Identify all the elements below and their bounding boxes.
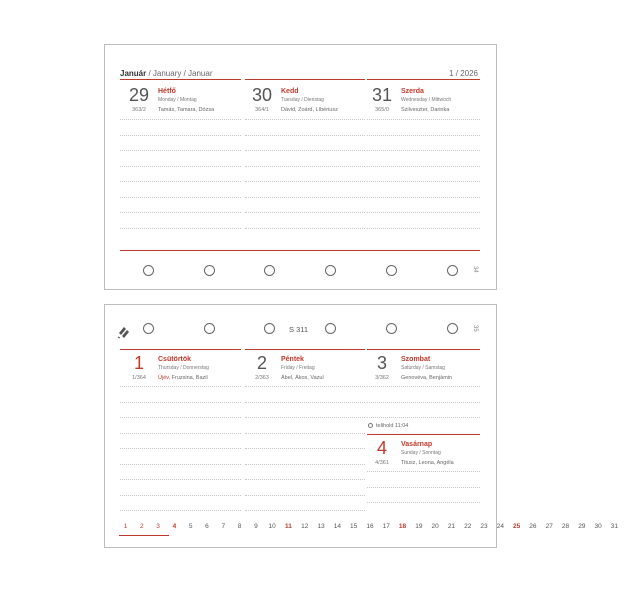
mini-calendar-day: 11 bbox=[285, 523, 292, 530]
name-days: Ábel, Ákos, Vazul bbox=[281, 375, 324, 381]
writing-line bbox=[120, 135, 241, 136]
writing-line bbox=[367, 212, 480, 213]
writing-line bbox=[120, 228, 241, 229]
writing-line bbox=[245, 166, 365, 167]
binder-hole bbox=[204, 265, 215, 276]
day-of-year: 364/1 bbox=[255, 107, 269, 113]
writing-line bbox=[367, 417, 480, 418]
name-days: Dávid, Zoárd, Líbériusz bbox=[281, 107, 338, 113]
day-name: Kedd bbox=[281, 88, 299, 95]
day-of-year: 2/363 bbox=[255, 375, 269, 381]
mini-calendar-day: 21 bbox=[447, 523, 456, 530]
mini-calendar-day: 5 bbox=[188, 523, 193, 530]
writing-line bbox=[120, 150, 241, 151]
writing-line bbox=[245, 448, 365, 449]
writing-line bbox=[245, 464, 365, 465]
day-number: 4 bbox=[376, 438, 387, 458]
name-days: Titusz, Leona, Angéla bbox=[401, 460, 454, 466]
mini-calendar-day: 9 bbox=[254, 523, 258, 530]
writing-line bbox=[367, 150, 480, 151]
mini-calendar-day: 26 bbox=[529, 523, 537, 530]
mini-calendar-day: 10 bbox=[268, 523, 276, 530]
writing-line bbox=[120, 119, 241, 120]
writing-line bbox=[120, 417, 241, 418]
month-name: Január bbox=[120, 69, 147, 78]
day-name: Szerda bbox=[401, 88, 424, 95]
mini-calendar-day: 28 bbox=[561, 523, 570, 530]
writing-line bbox=[245, 212, 365, 213]
writing-line bbox=[245, 433, 365, 434]
writing-line bbox=[120, 479, 241, 480]
mini-calendar-day: 30 bbox=[594, 523, 602, 530]
day-name-translation: Wednesday / Mittwoch bbox=[401, 97, 452, 103]
writing-line bbox=[245, 386, 365, 387]
binder-hole bbox=[325, 323, 336, 334]
name-days: Genovéva, Benjámin bbox=[401, 375, 453, 381]
writing-line bbox=[367, 502, 480, 503]
writing-line bbox=[367, 228, 480, 229]
brand-logo-icon bbox=[117, 325, 131, 339]
mini-calendar-day: 19 bbox=[415, 523, 423, 530]
mini-calendar-day: 22 bbox=[464, 523, 472, 530]
holiday-name: Újév, bbox=[158, 375, 171, 381]
day-of-year: 3/362 bbox=[375, 375, 389, 381]
binder-hole bbox=[143, 323, 154, 334]
day-number: 2 bbox=[256, 353, 267, 373]
planner-page-left-week bbox=[104, 44, 497, 290]
binder-hole bbox=[143, 265, 154, 276]
bottom-rule bbox=[120, 250, 480, 251]
moon-phase-label: telihold 11:04 bbox=[376, 423, 409, 429]
writing-line bbox=[367, 197, 480, 198]
mini-calendar-day: 17 bbox=[382, 523, 390, 530]
day-of-year: 4/361 bbox=[375, 460, 389, 466]
writing-line bbox=[367, 471, 480, 472]
page-number: 35 bbox=[472, 325, 478, 332]
day-name: Szombat bbox=[401, 356, 431, 363]
mini-calendar-day: 16 bbox=[366, 523, 374, 530]
mini-calendar-day: 2 bbox=[139, 523, 144, 530]
writing-line bbox=[245, 119, 365, 120]
header-rule bbox=[245, 349, 365, 350]
writing-line bbox=[367, 135, 480, 136]
writing-line bbox=[245, 495, 365, 496]
mini-calendar-day: 25 bbox=[513, 523, 521, 530]
writing-line bbox=[245, 197, 365, 198]
day-number: 29 bbox=[128, 85, 150, 105]
week-highlight-rule bbox=[119, 535, 169, 536]
day-name-translation: Saturday / Samstag bbox=[401, 365, 445, 371]
day-name: Csütörtök bbox=[158, 356, 192, 363]
day-name-translation: Monday / Montag bbox=[158, 97, 197, 103]
mini-calendar-day: 1 bbox=[123, 523, 128, 530]
month-year-label: 1 / 2026 bbox=[449, 69, 478, 78]
binder-hole bbox=[386, 265, 397, 276]
writing-line bbox=[120, 181, 241, 182]
binder-hole bbox=[386, 323, 397, 334]
day-name-translation: Thursday / Donnerstag bbox=[158, 365, 209, 371]
day-name: Péntek bbox=[281, 356, 304, 363]
writing-line bbox=[367, 386, 480, 387]
day-name-translation: Friday / Freitag bbox=[281, 365, 315, 371]
day-entry bbox=[248, 85, 363, 115]
header-rule bbox=[120, 349, 241, 350]
writing-line bbox=[245, 417, 365, 418]
header-rule bbox=[245, 79, 365, 80]
day-of-year: 363/2 bbox=[132, 107, 146, 113]
writing-line bbox=[120, 448, 241, 449]
writing-line bbox=[120, 212, 241, 213]
header-rule bbox=[120, 79, 241, 80]
writing-line bbox=[120, 166, 241, 167]
planner-page-right-week bbox=[104, 304, 619, 548]
mini-calendar-day: 29 bbox=[578, 523, 586, 530]
mini-calendar-day: 3 bbox=[156, 523, 160, 530]
day-of-year: 1/364 bbox=[132, 375, 146, 381]
mini-calendar-day: 31 bbox=[610, 523, 619, 530]
day-entry bbox=[368, 438, 480, 468]
writing-line bbox=[245, 510, 365, 511]
day-entry bbox=[368, 353, 480, 383]
writing-line bbox=[245, 135, 365, 136]
day-entry bbox=[368, 85, 480, 115]
day-number: 1 bbox=[133, 353, 144, 373]
header-rule bbox=[367, 79, 480, 80]
day-entry bbox=[125, 353, 240, 383]
mini-calendar-day: 8 bbox=[237, 523, 242, 530]
writing-line bbox=[367, 487, 480, 488]
binder-hole bbox=[204, 323, 215, 334]
mini-calendar-day: 23 bbox=[480, 523, 488, 530]
name-days bbox=[158, 375, 208, 381]
binder-hole bbox=[447, 323, 458, 334]
writing-line bbox=[367, 402, 480, 403]
mini-calendar-day: 12 bbox=[301, 523, 309, 530]
mini-calendar-day: 15 bbox=[350, 523, 358, 530]
month-translations: / January / Januar bbox=[146, 69, 213, 78]
day-number: 31 bbox=[371, 85, 393, 105]
writing-line bbox=[367, 181, 480, 182]
week-number: S 311 bbox=[289, 325, 309, 334]
writing-line bbox=[120, 433, 241, 434]
binder-hole bbox=[447, 265, 458, 276]
writing-line bbox=[120, 386, 241, 387]
mini-calendar-day: 18 bbox=[398, 523, 407, 530]
writing-line bbox=[245, 402, 365, 403]
writing-line bbox=[120, 510, 241, 511]
mini-calendar-day: 27 bbox=[545, 523, 553, 530]
name-days: Szilveszter, Darinka bbox=[401, 107, 450, 113]
page-number: 34 bbox=[472, 266, 478, 273]
writing-line bbox=[120, 464, 241, 465]
writing-line bbox=[367, 166, 480, 167]
month-header bbox=[120, 69, 213, 78]
writing-line bbox=[245, 228, 365, 229]
name-days-list: Fruzsina, Bazil bbox=[170, 375, 208, 381]
day-number: 3 bbox=[376, 353, 387, 373]
mini-calendar-day: 7 bbox=[221, 523, 226, 530]
header-rule bbox=[367, 349, 480, 350]
day-name: Hétfő bbox=[158, 88, 176, 95]
mini-calendar-day: 20 bbox=[431, 523, 439, 530]
writing-line bbox=[245, 150, 365, 151]
moon-phase bbox=[368, 423, 408, 429]
day-number: 30 bbox=[251, 85, 273, 105]
binder-hole bbox=[325, 265, 336, 276]
mini-calendar-day: 24 bbox=[496, 523, 504, 530]
writing-line bbox=[245, 479, 365, 480]
mini-calendar-day: 4 bbox=[172, 523, 177, 530]
header-rule bbox=[367, 434, 480, 435]
writing-line bbox=[245, 181, 365, 182]
writing-line bbox=[120, 495, 241, 496]
day-name-translation: Tuesday / Dienstag bbox=[281, 97, 324, 103]
day-name-translation: Sunday / Sonntag bbox=[401, 450, 441, 456]
name-days: Tamás, Tamara, Dózsa bbox=[158, 107, 215, 113]
month-mini-calendar bbox=[119, 523, 624, 530]
mini-calendar-day: 13 bbox=[317, 523, 325, 530]
binder-hole bbox=[264, 265, 275, 276]
full-moon-icon bbox=[368, 423, 373, 428]
mini-calendar-day: 6 bbox=[205, 523, 209, 530]
mini-calendar-day: 14 bbox=[333, 523, 341, 530]
binder-hole bbox=[264, 323, 275, 334]
day-entry bbox=[125, 85, 240, 115]
day-entry bbox=[248, 353, 363, 383]
writing-line bbox=[120, 197, 241, 198]
day-of-year: 365/0 bbox=[375, 107, 389, 113]
writing-line bbox=[367, 119, 480, 120]
day-name: Vasárnap bbox=[401, 441, 433, 448]
writing-line bbox=[120, 402, 241, 403]
